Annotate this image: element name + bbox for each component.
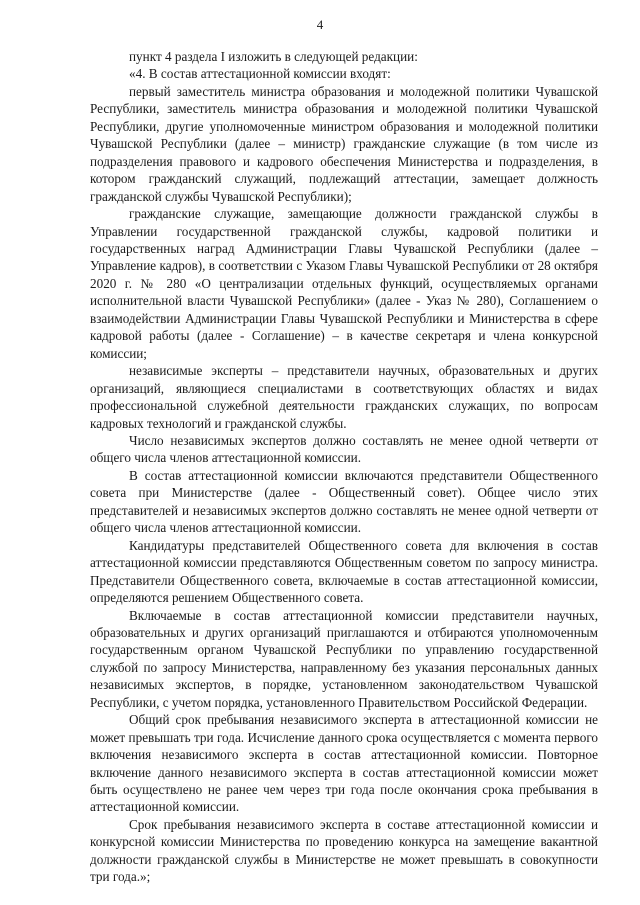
document-body xyxy=(90,48,598,886)
page-number: 4 xyxy=(316,17,324,32)
paragraph-expert-combined-term: Срок пребывания независимого эксперта в составе аттестационной комиссии и конкурсной комиссии Министерства по проведению конкурса на замещение вакантной должности гражданской службы в Министерстве не может превышать в совокупности три года.»; xyxy=(90,816,598,885)
paragraph-experts-quota: Число независимых экспертов должно составлять не менее одной четверти от общего числа членов аттестационной комиссии. xyxy=(90,432,598,466)
paragraph-public-council-members: В состав аттестационной комиссии включаются представители Общественного совета при Министерстве (далее - Общественный совет). Общее число этих представителей и независимых экспертов должно составлять не менее одной четверти от общего числа членов аттестационной комиссии. xyxy=(90,467,598,536)
paragraph-experts-selection: Включаемые в состав аттестационной комиссии представители научных, образовательных и других организаций приглашаются и отбираются уполномоченным государственным органом Чувашской Республики по управлению государственной службой по запросу Министерства, направленному без указания персональных данных независимых экспертов, в порядке, установленном законодательством Чувашской Республики, с учетом порядка, установленного Правительством Российской Федерации. xyxy=(90,607,598,710)
paragraph-expert-term: Общий срок пребывания независимого эксперта в аттестационной комиссии не может превышать три года. Исчисление данного срока осуществляется с момента первого включения независимого эксперта в состав аттестационной комиссии. Повторное включение данного независимого эксперта в состав аттестационной комиссии может быть осуществлено не ранее чем через три года после окончания срока пребывания в аттестационной комиссии. xyxy=(90,712,598,815)
paragraph-independent-experts: независимые эксперты – представители научных, образовательных и других организаций, являющиеся специалистами в соответствующих областях и видах профессиональной служебной деятельности гражданских служащих, по вопросам кадровых технологий и гражданской службы. xyxy=(90,363,598,431)
paragraph-amendment-intro: пункт 4 раздела I изложить в следующей редакции: xyxy=(129,49,418,64)
paragraph-clause-4-heading: «4. В состав аттестационной комиссии входят: xyxy=(129,66,391,82)
paragraph-ministry-members: первый заместитель министра образования и молодежной политики Чувашской Республики, заместитель министра образования и молодежной политики Чувашской Республики, другие уполномоченные министром образования и молодежной политики Чувашской Республики (далее – министр) гражданские служащие (в том числе из подразделения правового и кадрового обеспечения Министерства и подразделения, в котором гражданский служащий, подлежащий аттестации, замещает должность гражданской службы Чувашской Республики); xyxy=(90,83,598,204)
paragraph-public-council-candidates: Кандидатуры представителей Общественного совета для включения в состав аттестационной комиссии представляются Общественным советом по запросу министра. Представители Общественного совета, включаемые в состав аттестационной комиссии, определяются решением Общественного совета. xyxy=(90,537,598,606)
paragraph-personnel-department-members: гражданские служащие, замещающие должности гражданской службы в Управлении государственной гражданской службы, кадровой политики и государственных наград Администрации Главы Чувашской Республики (далее – Управление кадров), в соответствии с Указом Главы Чувашской Республики от 28 октября 2020 г. № 280 «О централизации отдельных функций, осуществляемых органами исполнительной власти Чувашской Республики» (далее - Указ № 280), Соглашением о взаимодействии Администрации Главы Чувашской Республики и Министерства в сфере кадровой работы (далее - Соглашение) – в качестве секретаря и члена конкурсной комиссии; xyxy=(90,206,598,361)
